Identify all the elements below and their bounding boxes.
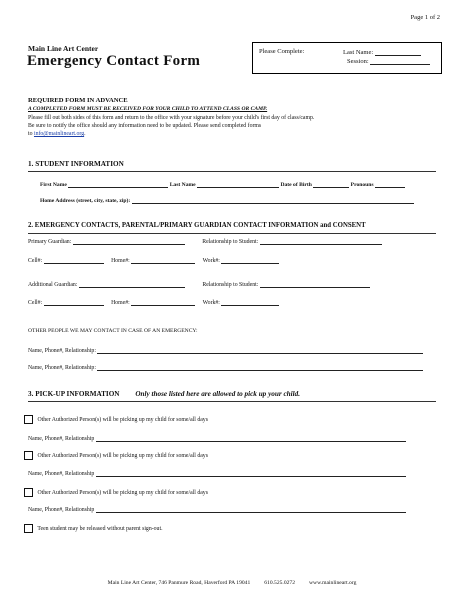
authorized-person-row-3 bbox=[24, 488, 208, 497]
additional-work-label: Work#: bbox=[202, 300, 220, 306]
teen-release-checkbox[interactable] bbox=[24, 524, 33, 533]
please-complete-box bbox=[252, 42, 442, 74]
primary-work-label: Work#: bbox=[202, 258, 220, 264]
home-address-label: Home Address (street, city, state, zip): bbox=[40, 198, 131, 204]
last-name-label: Last Name: bbox=[343, 49, 374, 56]
pickup-contact-row-3 bbox=[28, 505, 406, 513]
pickup-contact-row-1 bbox=[28, 434, 406, 442]
additional-guardian-row bbox=[28, 280, 370, 288]
authorized-checkbox-label: Other Authorized Person(s) will be picking up my child for some/all days bbox=[37, 416, 208, 423]
instruction-line-3 bbox=[28, 130, 442, 138]
other-contact-row-2 bbox=[28, 363, 423, 371]
pickup-contact-field[interactable] bbox=[96, 469, 406, 477]
pickup-contact-label: Name, Phone#, Relationship bbox=[28, 436, 95, 442]
primary-relationship-field[interactable] bbox=[260, 237, 382, 245]
pickup-contact-field[interactable] bbox=[96, 434, 406, 442]
teen-release-row bbox=[24, 524, 163, 533]
section-2-heading: 2. EMERGENCY CONTACTS, PARENTAL/PRIMARY GUARDIAN CONTACT INFORMATION and CONSENT bbox=[28, 222, 366, 229]
primary-relationship-label: Relationship to Student: bbox=[202, 239, 259, 245]
first-name-label: First Name bbox=[40, 182, 67, 188]
last-name-row bbox=[343, 48, 421, 56]
pickup-note: Only those listed here are allowed to pick up your child. bbox=[135, 390, 301, 398]
dob-label: Date of Birth bbox=[280, 182, 312, 188]
additional-guardian-label: Additional Guardian: bbox=[28, 282, 78, 288]
authorized-checkbox[interactable] bbox=[24, 451, 33, 460]
last-name-field[interactable] bbox=[375, 48, 421, 56]
additional-relationship-field[interactable] bbox=[260, 280, 370, 288]
instruction-line-1: Please fill out both sides of this form and return to the office with your signature before your child's first day of class/camp. bbox=[28, 115, 315, 121]
last-name-label: Last Name bbox=[169, 182, 196, 188]
primary-guardian-field[interactable] bbox=[73, 237, 185, 245]
other-contact-label: Name, Phone#, Relationship: bbox=[28, 365, 96, 371]
authorized-checkbox[interactable] bbox=[24, 415, 33, 424]
additional-cell-label: Cell#: bbox=[28, 300, 43, 306]
other-people-heading: OTHER PEOPLE WE MAY CONTACT IN CASE OF AN EMERGENCY: bbox=[28, 328, 198, 334]
additional-guardian-field[interactable] bbox=[79, 280, 185, 288]
additional-cell-field[interactable] bbox=[44, 298, 104, 306]
session-field[interactable] bbox=[370, 57, 430, 65]
additional-work-field[interactable] bbox=[221, 298, 279, 306]
organization-name: Main Line Art Center bbox=[28, 44, 99, 53]
instruction-line-2: Be sure to notify the office should any information need to be updated. Please send completed forms bbox=[28, 123, 262, 129]
required-subheading: A COMPLETED FORM MUST BE RECEIVED FOR YOUR CHILD TO ATTEND CLASS OR CAMP. bbox=[28, 106, 268, 112]
student-name-row bbox=[40, 180, 405, 188]
other-contact-field[interactable] bbox=[97, 346, 423, 354]
authorized-checkbox-label: Other Authorized Person(s) will be picking up my child for some/all days bbox=[37, 452, 208, 459]
section-3-rule bbox=[28, 401, 436, 402]
other-contact-field[interactable] bbox=[97, 363, 423, 371]
primary-work-field[interactable] bbox=[221, 256, 279, 264]
other-contact-row-1 bbox=[28, 346, 423, 354]
session-row bbox=[343, 57, 430, 65]
primary-guardian-label: Primary Guardian: bbox=[28, 239, 72, 245]
instruction-line-3-suffix: . bbox=[84, 131, 86, 137]
pronouns-field[interactable] bbox=[375, 180, 405, 188]
primary-home-field[interactable] bbox=[131, 256, 195, 264]
form-title: Emergency Contact Form bbox=[27, 53, 201, 69]
other-contact-label: Name, Phone#, Relationship: bbox=[28, 348, 96, 354]
additional-phones-row bbox=[28, 298, 279, 306]
authorized-person-row-1 bbox=[24, 415, 208, 424]
pickup-contact-field[interactable] bbox=[96, 505, 406, 513]
additional-home-field[interactable] bbox=[131, 298, 195, 306]
pronouns-label: Pronouns bbox=[350, 182, 374, 188]
first-name-field[interactable] bbox=[68, 180, 168, 188]
instruction-line-3-prefix: to bbox=[28, 131, 33, 137]
session-label: Session: bbox=[347, 58, 369, 65]
additional-relationship-label: Relationship to Student: bbox=[202, 282, 259, 288]
pickup-contact-label: Name, Phone#, Relationship bbox=[28, 471, 95, 477]
authorized-checkbox[interactable] bbox=[24, 488, 33, 497]
required-heading: REQUIRED FORM IN ADVANCE bbox=[28, 97, 128, 104]
section-3-heading: 3. PICK-UP INFORMATION bbox=[28, 390, 120, 398]
footer: Main Line Art Center, 746 Panmure Road, Haverford PA 19041 610.525.0272 www.mainlineart.org bbox=[107, 580, 357, 586]
pickup-contact-row-2 bbox=[28, 469, 406, 477]
section-2-rule bbox=[28, 233, 436, 234]
home-address-field[interactable] bbox=[132, 196, 414, 204]
section-1-heading: 1. STUDENT INFORMATION bbox=[28, 160, 124, 168]
primary-phones-row bbox=[28, 256, 279, 264]
page-number: Page 1 of 2 bbox=[410, 14, 440, 21]
student-last-name-field[interactable] bbox=[197, 180, 279, 188]
pickup-contact-label: Name, Phone#, Relationship bbox=[28, 507, 95, 513]
required-instructions bbox=[28, 114, 442, 138]
dob-field[interactable] bbox=[313, 180, 349, 188]
teen-release-label: Teen student may be released without parent sign-out. bbox=[37, 525, 163, 532]
please-complete-label: Please Complete: bbox=[259, 48, 305, 55]
primary-guardian-row bbox=[28, 237, 382, 245]
authorized-checkbox-label: Other Authorized Person(s) will be picking up my child for some/all days bbox=[37, 489, 208, 496]
authorized-person-row-2 bbox=[24, 451, 208, 460]
primary-cell-label: Cell#: bbox=[28, 258, 43, 264]
email-link[interactable]: info@mainlineart.org bbox=[33, 131, 85, 137]
primary-home-label: Home#: bbox=[111, 258, 130, 264]
section-1-rule bbox=[28, 171, 436, 172]
section-3-heading-row bbox=[28, 390, 300, 398]
primary-cell-field[interactable] bbox=[44, 256, 104, 264]
additional-home-label: Home#: bbox=[111, 300, 130, 306]
home-address-row bbox=[40, 196, 414, 204]
